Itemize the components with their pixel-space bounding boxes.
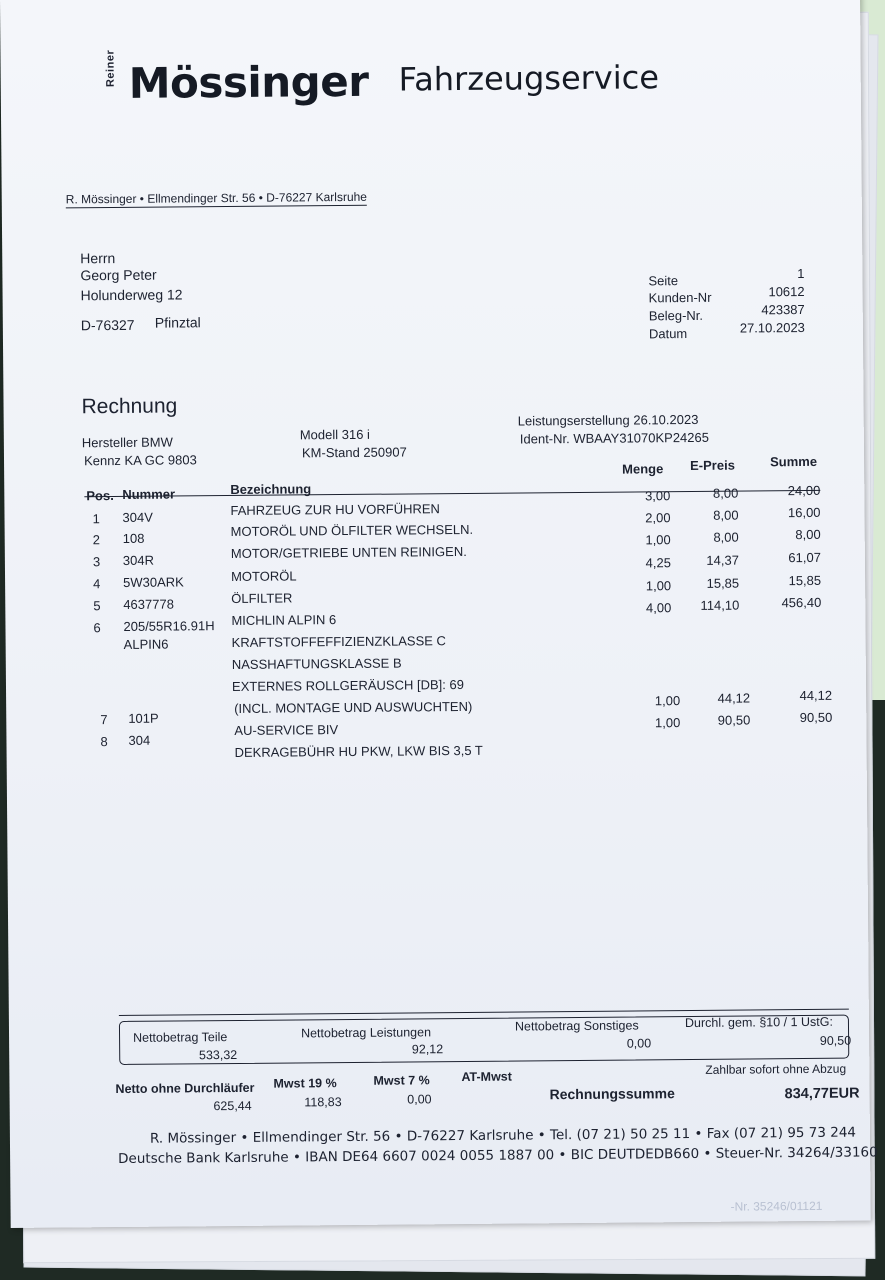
meta-value: 10612 <box>768 283 805 300</box>
row-unit-price: 8,00 <box>712 485 739 501</box>
row-total: 15,85 <box>788 572 822 589</box>
recipient-city: Pfinztal <box>154 314 201 331</box>
row-total: 24,00 <box>787 482 821 499</box>
row-description: DEKRAGEBÜHR HU PKW, LKW BIS 3,5 T <box>234 742 483 760</box>
row-pos: 6 <box>93 620 101 636</box>
row-qty: 1,00 <box>654 715 681 731</box>
vehicle-mileage: KM-Stand 250907 <box>301 444 407 461</box>
at-vat-label: AT-Mwst <box>461 1069 512 1085</box>
service-date: Leistungserstellung 26.10.2023 <box>517 411 699 429</box>
logo-subtitle: Fahrzeugservice <box>398 58 660 99</box>
sender-address-line: R. Mössinger • Ellmendinger Str. 56 • D-76227 Karlsruhe <box>65 189 368 207</box>
row-pos: 4 <box>93 576 101 592</box>
meta-label: Kunden-Nr <box>648 289 712 306</box>
row-pos: 3 <box>92 554 101 570</box>
row-description: FAHRZEUG ZUR HU VORFÜHREN <box>230 501 440 519</box>
row-description: ÖLFILTER <box>231 590 293 607</box>
recipient-street: Holunderweg 12 <box>80 286 183 304</box>
row-number: 5W30ARK <box>123 574 184 590</box>
meta-value: 1 <box>797 265 805 282</box>
row-unit-price: 15,85 <box>706 575 740 591</box>
row-description: AU-SERVICE BIV <box>234 722 339 738</box>
vat7-value: 0,00 <box>407 1092 432 1107</box>
recipient-name: Georg Peter <box>80 266 157 284</box>
footer-address-line: R. Mössinger • Ellmendinger Str. 56 • D-76227 Karlsruhe • Tel. (07 21) 50 25 11 • Fax (07 21) 95 73 244 <box>149 1124 857 1147</box>
invoice-total-label: Rechnungssumme <box>549 1085 675 1103</box>
row-pos: 8 <box>100 734 108 750</box>
row-total: 44,12 <box>799 687 833 704</box>
net-services-value: 92,12 <box>411 1042 444 1057</box>
row-detail: NASSHAFTUNGSKLASSE B <box>231 655 402 673</box>
recipient-salutation: Herrn <box>80 250 116 267</box>
header-qty: Menge <box>622 461 664 477</box>
vehicle-ident: Ident-Nr. WBAAY31070KP24265 <box>519 429 710 447</box>
logo-name: Mössinger <box>128 56 369 108</box>
net-parts-label: Nettobetrag Teile <box>133 1030 228 1045</box>
row-number: 304R <box>122 552 155 568</box>
vat19-value: 118,83 <box>304 1095 342 1110</box>
net-excl-label: Netto ohne Durchläufer <box>115 1080 255 1097</box>
row-number: 205/55R16.91H <box>123 618 215 634</box>
row-description: MICHLIN ALPIN 6 <box>231 612 337 629</box>
meta-label: Seite <box>648 273 679 289</box>
net-excl-value: 625,44 <box>213 1098 252 1114</box>
passthrough-value: 90,50 <box>819 1033 852 1048</box>
row-total: 456,40 <box>781 594 822 611</box>
row-qty: 4,25 <box>645 555 672 571</box>
row-total: 90,50 <box>799 709 833 726</box>
meta-value: 423387 <box>761 301 805 318</box>
net-services-label: Nettobetrag Leistungen <box>300 1025 432 1041</box>
row-description: MOTORÖL <box>230 568 297 585</box>
recipient-zip: D-76327 <box>80 316 135 334</box>
row-description: MOTOR/GETRIEBE UNTEN REINIGEN. <box>230 543 467 562</box>
logo-prefix: Reiner <box>104 49 117 88</box>
invoice-total-value: 834,77EUR <box>784 1085 860 1103</box>
meta-label: Beleg-Nr. <box>648 307 704 324</box>
row-detail: (INCL. MONTAGE UND AUSWUCHTEN) <box>234 698 473 716</box>
row-number: 304V <box>122 509 153 525</box>
footer-bank-line: Deutsche Bank Karlsruhe • IBAN DE64 6607 0024 0055 1887 00 • BIC DEUTDEDB660 • Steuer-Nr. 34264/33160 <box>118 1144 878 1168</box>
vehicle-model: Modell 316 i <box>299 426 370 443</box>
header-unit-price: E-Preis <box>690 457 735 473</box>
row-qty: 1,00 <box>654 693 681 709</box>
row-unit-price: 8,00 <box>713 507 739 523</box>
row-pos: 1 <box>92 511 100 527</box>
payment-note: Zahlbar sofort ohne Abzug <box>705 1061 847 1077</box>
row-unit-price: 44,12 <box>717 690 751 706</box>
vehicle-manufacturer: Hersteller BMW <box>81 434 173 451</box>
row-number: 108 <box>122 530 145 546</box>
document-title: Rechnung <box>81 394 178 419</box>
vat19-label: Mwst 19 % <box>273 1076 337 1091</box>
row-unit-price: 8,00 <box>713 529 739 545</box>
meta-value: 27.10.2023 <box>739 319 805 336</box>
row-unit-price: 90,50 <box>717 712 751 728</box>
net-other-value: 0,00 <box>626 1036 652 1051</box>
net-other-label: Nettobetrag Sonstiges <box>514 1018 639 1034</box>
header-description: Bezeichnung <box>230 481 312 498</box>
row-qty: 1,00 <box>645 578 672 594</box>
row-pos: 5 <box>93 598 101 614</box>
row-description: MOTORÖL UND ÖLFILTER WECHSELN. <box>230 521 474 540</box>
row-qty: 3,00 <box>644 488 671 504</box>
bleed-through-text: -Nr. 35246/01121 <box>730 1198 823 1214</box>
header-pos: Pos. <box>86 488 114 504</box>
row-number: 4637778 <box>123 596 174 612</box>
row-detail: EXTERNES ROLLGERÄUSCH [DB]: 69 <box>231 676 464 695</box>
passthrough-label: Durchl. gem. §10 / 1 UstG: <box>684 1014 833 1031</box>
header-number: Nummer <box>122 486 176 502</box>
row-total: 61,07 <box>788 549 821 566</box>
row-total: 16,00 <box>787 504 821 521</box>
row-pos: 7 <box>100 712 108 728</box>
row-total: 8,00 <box>795 526 821 543</box>
row-unit-price: 114,10 <box>700 597 740 613</box>
row-number: 101P <box>128 710 159 726</box>
meta-label: Datum <box>648 326 688 342</box>
row-unit-price: 14,37 <box>706 552 739 568</box>
row-qty: 2,00 <box>645 510 671 526</box>
net-parts-value: 533,32 <box>198 1047 238 1063</box>
row-number-secondary: ALPIN6 <box>123 636 169 652</box>
row-pos: 2 <box>92 532 101 548</box>
vat7-label: Mwst 7 % <box>373 1073 430 1088</box>
vehicle-plate: Kennz KA GC 9803 <box>83 452 197 469</box>
header-total: Summe <box>769 453 818 470</box>
row-detail: KRAFTSTOFFEFFIZIENZKLASSE C <box>231 633 446 651</box>
row-number: 304 <box>128 732 151 748</box>
row-qty: 1,00 <box>645 532 671 548</box>
row-qty: 4,00 <box>645 600 672 616</box>
